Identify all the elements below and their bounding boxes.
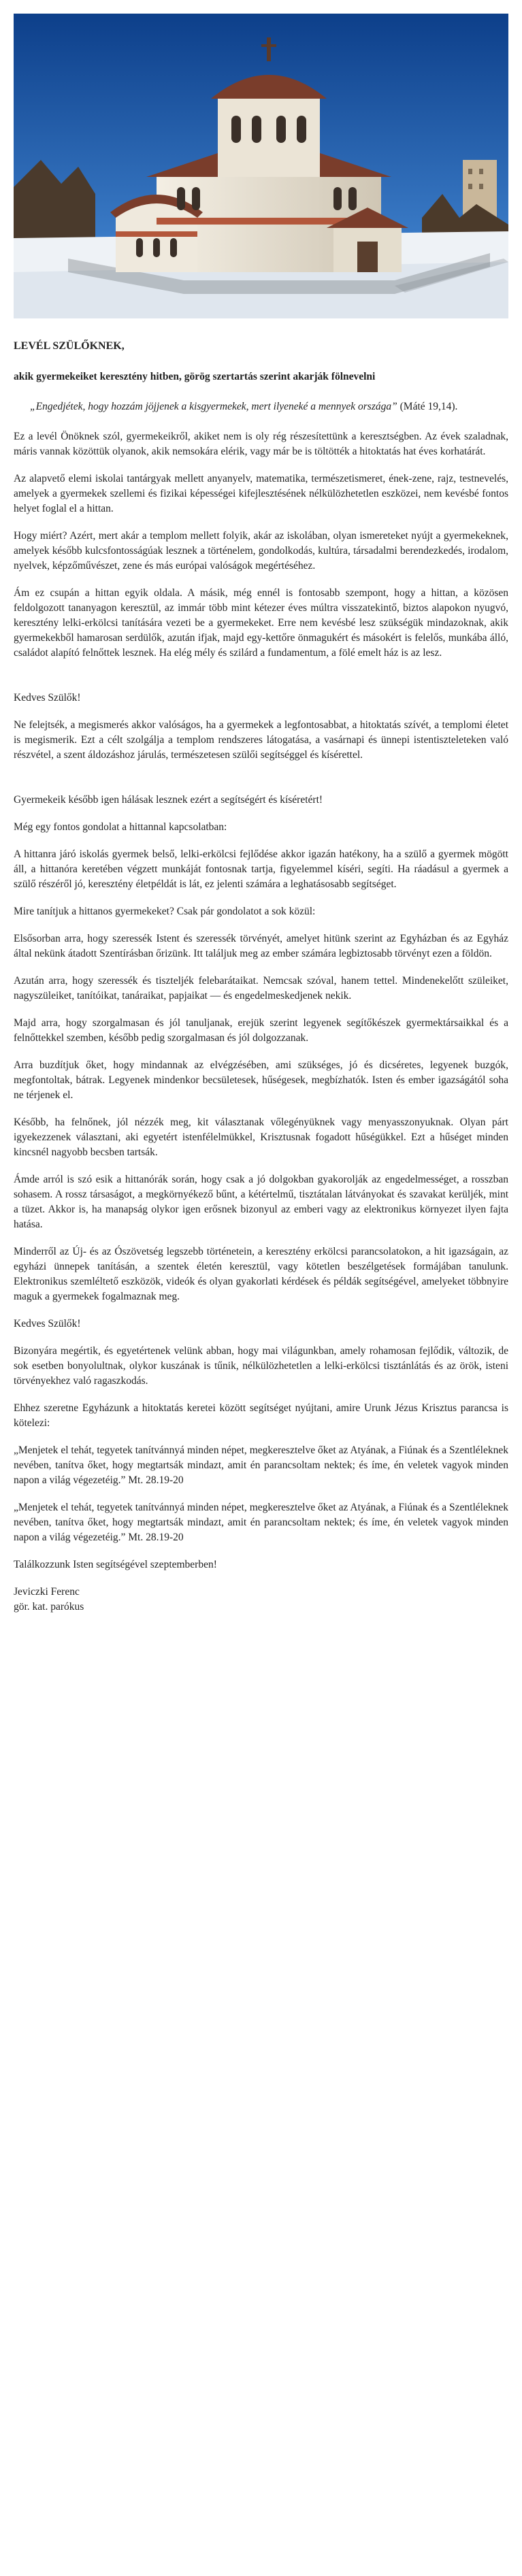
paragraph: Arra buzdítjuk őket, hogy mindannak az elvégzésében, ami szükséges, jó és dicséretes, legyenek buzgók, megfontoltak, bátrak. Legyenek mindenkor becsületesek, hűségesek, megbízhatók. Isten és ember igazságától soha ne térjenek el. (14, 1059, 508, 1101)
paragraph: Ne felejtsék, a megismerés akkor valóságos, ha a gyermekek a legfontosabbat, a hitoktatás szívét, a templomi életet is megismerik. Ezt a célt szolgálja a templom rendszeres látogatása, a vasárnapi és ünnepi istentiszteleteken való részvétel, a szent áldozáshoz járulás, természetesen szülői segítséggel és kísérettel. (14, 719, 508, 761)
church-photo (14, 14, 508, 318)
paragraph: Ez a levél Önöknek szól, gyermekeikről, akiket nem is oly rég részesítettünk a keresztségben. Az évek szaladnak, máris vannak közöttük olyanok, akik nemsokára elérik, vagy már be is töltötték a hitoktatás hat éves korhatárát. (14, 430, 508, 457)
quote-reference: (Máté 19,14). (399, 400, 458, 412)
paragraph: Minderről az Új- és az Ószövetség legszebb történetein, a keresztény erkölcsi parancsolatokon, a hit igazságain, az egyházi ünnepek tanításán, a szentek életén keresztül, vagy kötetlen beszélgetések formájában tanulunk. Elektronikus szemléltető eszközök, videók és olyan gyakorlati kérdések és példák segítségével, amelyeket többnyire maguk a gyermekek fogalmaznak meg. (14, 1245, 508, 1302)
paragraph: Mire tanítjuk a hittanos gyermekeket? Csak pár gondolatot a sok közül: (14, 905, 316, 917)
paragraph: Ehhez szeretne Egyházunk a hitoktatás keretei között segítséget nyújtani, amire Urunk Jézus Krisztus parancsa is kötelezi: (14, 1402, 508, 1429)
bible-quote: „Menjetek el tehát, tegyetek tanítvánnyá minden népet, megkeresztelve őket az Atyának, a Fiúnak és a Szentléleknek nevében, tanítva őket, hogy megtartsák mindazt, amit én parancsoltam nektek; és íme, én veletek vagyok minden napon a világ végezetéig.” Mt. 28.19-20 (14, 1444, 508, 1486)
letter-page (0, 14, 522, 1615)
letter-title: LEVÉL SZÜLŐKNEK, (14, 340, 125, 352)
letter-subtitle: akik gyermekeiket keresztény hitben, görög szertartás szerint akarják fölnevelni (14, 370, 376, 382)
opening-quote (14, 399, 508, 414)
paragraph: Gyermekeik később igen hálásak lesznek ezért a segítségért és kíséretért! (14, 793, 323, 806)
greeting: Kedves Szülők! (14, 691, 81, 704)
paragraph: Az alapvető elemi iskolai tantárgyak mellett anyanyelv, matematika, természetismeret, ének-zene, rajz, testnevelés, amelyek a gyermekek szellemi és fizikai képességei kifejlesztésének nélkülözhetetlen eszközei, nem kevésbé fontos helyet foglal el a hittan. (14, 472, 508, 514)
paragraph: Ámde arról is szó esik a hittanórák során, hogy csak a jó dolgokban gyakorolják az engedelmességet, a rosszban sohasem. A rossz társaságot, a megkörnyékező bűnt, a kétértelmű, tisztátalan látványokat és szavakat kerüljék, mint a tüzet. Akkor is, ha manapság olykor igen erősnek bizonyul az emberi vagy az elektronikus környezet ilyen fajta hatása. (14, 1173, 508, 1230)
signature-name: Jeviczki Ferenc (14, 1585, 80, 1598)
paragraph: A hittanra járó iskolás gyermek belső, lelki-erkölcsi fejlődése akkor igazán hatékony, ha a szülő a gyermek mögött áll, a hittanóra keretében végzett munkáját fontosnak tartja, figyelemmel kíséri, segíti. Ha ráadásul a gyermek a szülő részéről jó, keresztény életpéldát is lát, ez jelenti számára a leghatásosabb segítséget. (14, 848, 508, 890)
closing-line: Találkozzunk Isten segítségével szeptemberben! (14, 1558, 217, 1570)
greeting: Kedves Szülők! (14, 1317, 81, 1330)
paragraph: Hogy miért? Azért, mert akár a templom mellett folyik, akár az iskolában, olyan ismereteket nyújt a gyermekeknek, amelyek később kulcsfontosságúak lesznek a történelem, gondolkodás, kultúra, társadalmi berendezkedés, irodalom, nyelvek, képzőművészet, zene és más európai valóságok megértéséhez. (14, 529, 508, 572)
paragraph: Még egy fontos gondolat a hittannal kapcsolatban: (14, 821, 227, 833)
paragraph: Bizonyára megértik, és egyetértenek velünk abban, hogy mai világunkban, amely rohamosan fejlődik, változik, de sok esetben bonyolultnak, olykor kuszának is tűnik, nélkülözhetetlen a lelki-erkölcsi tisztánlátás és az örök, isteni törvényekhez való ragaszkodás. (14, 1344, 508, 1387)
paragraph: Azután arra, hogy szeressék és tiszteljék felebarátaikat. Nemcsak szóval, hanem tettel. Mindenekelőtt szüleiket, nagyszüleiket, tanítóikat, tanáraikat, papjaikat — és engedelmeskedjenek nekik. (14, 974, 508, 1002)
quote-text: „Engedjétek, hogy hozzám jöjjenek a kisgyermekek, mert ilyeneké a mennyek országa” (30, 400, 397, 412)
bible-quote: „Menjetek el tehát, tegyetek tanítvánnyá minden népet, megkeresztelve őket az Atyának, a Fiúnak és a Szentléleknek nevében, tanítva őket, hogy megtartsák mindazt, amit én parancsoltam nektek; és íme, én veletek vagyok minden napon a világ végezetéig.” Mt. 28.19-20 (14, 1501, 508, 1543)
paragraph: Majd arra, hogy szorgalmasan és jól tanuljanak, erejük szerint legyenek segítőkészek gyermektársaikkal és a felnőttekkel szemben, később pedig szorgalmasan és jól dolgozzanak. (14, 1017, 508, 1044)
paragraph: Később, ha felnőnek, jól nézzék meg, kit választanak vőlegényüknek vagy menyasszonyuknak. Olyan párt igyekezzenek választani, aki egyetért istenfélelmükkel, Krisztusnak fogadott hűségükkel. Ezt a hűséget minden kincsnél nagyobb becsben tartsák. (14, 1116, 508, 1158)
paragraph: Elsősorban arra, hogy szeressék Istent és szeressék törvényét, amelyet hitünk szerint az Egyházban és az Egyház által nekünk átadott Szentírásban őrizünk. Itt találjuk meg az ember számára legbiztosabb törvényt ezen a földön. (14, 932, 508, 959)
signature-role: gör. kat. parókus (14, 1600, 84, 1613)
paragraph: Ám ez csupán a hittan egyik oldala. A másik, még ennél is fontosabb szempont, hogy a hittan, a közösen feldolgozott tananyagon keresztül, az immár több mint kétezer éves múltra visszatekintő, biztos alapokon nyugvó, keresztény lelki-erkölcsi tanítására vezeti be a gyermekeket. Erre nem kevésbé lesz szükségük mindazoknak, akik gyermekekből hamarosan serdülők, azután ifjak, majd egy-kettőre önmagukért és másokért is felelős, munkába álló, családot alapító felnőttek lesznek. Ha elég mély és szilárd a fundamentum, a fölé emelt ház is az lesz. (14, 587, 508, 659)
